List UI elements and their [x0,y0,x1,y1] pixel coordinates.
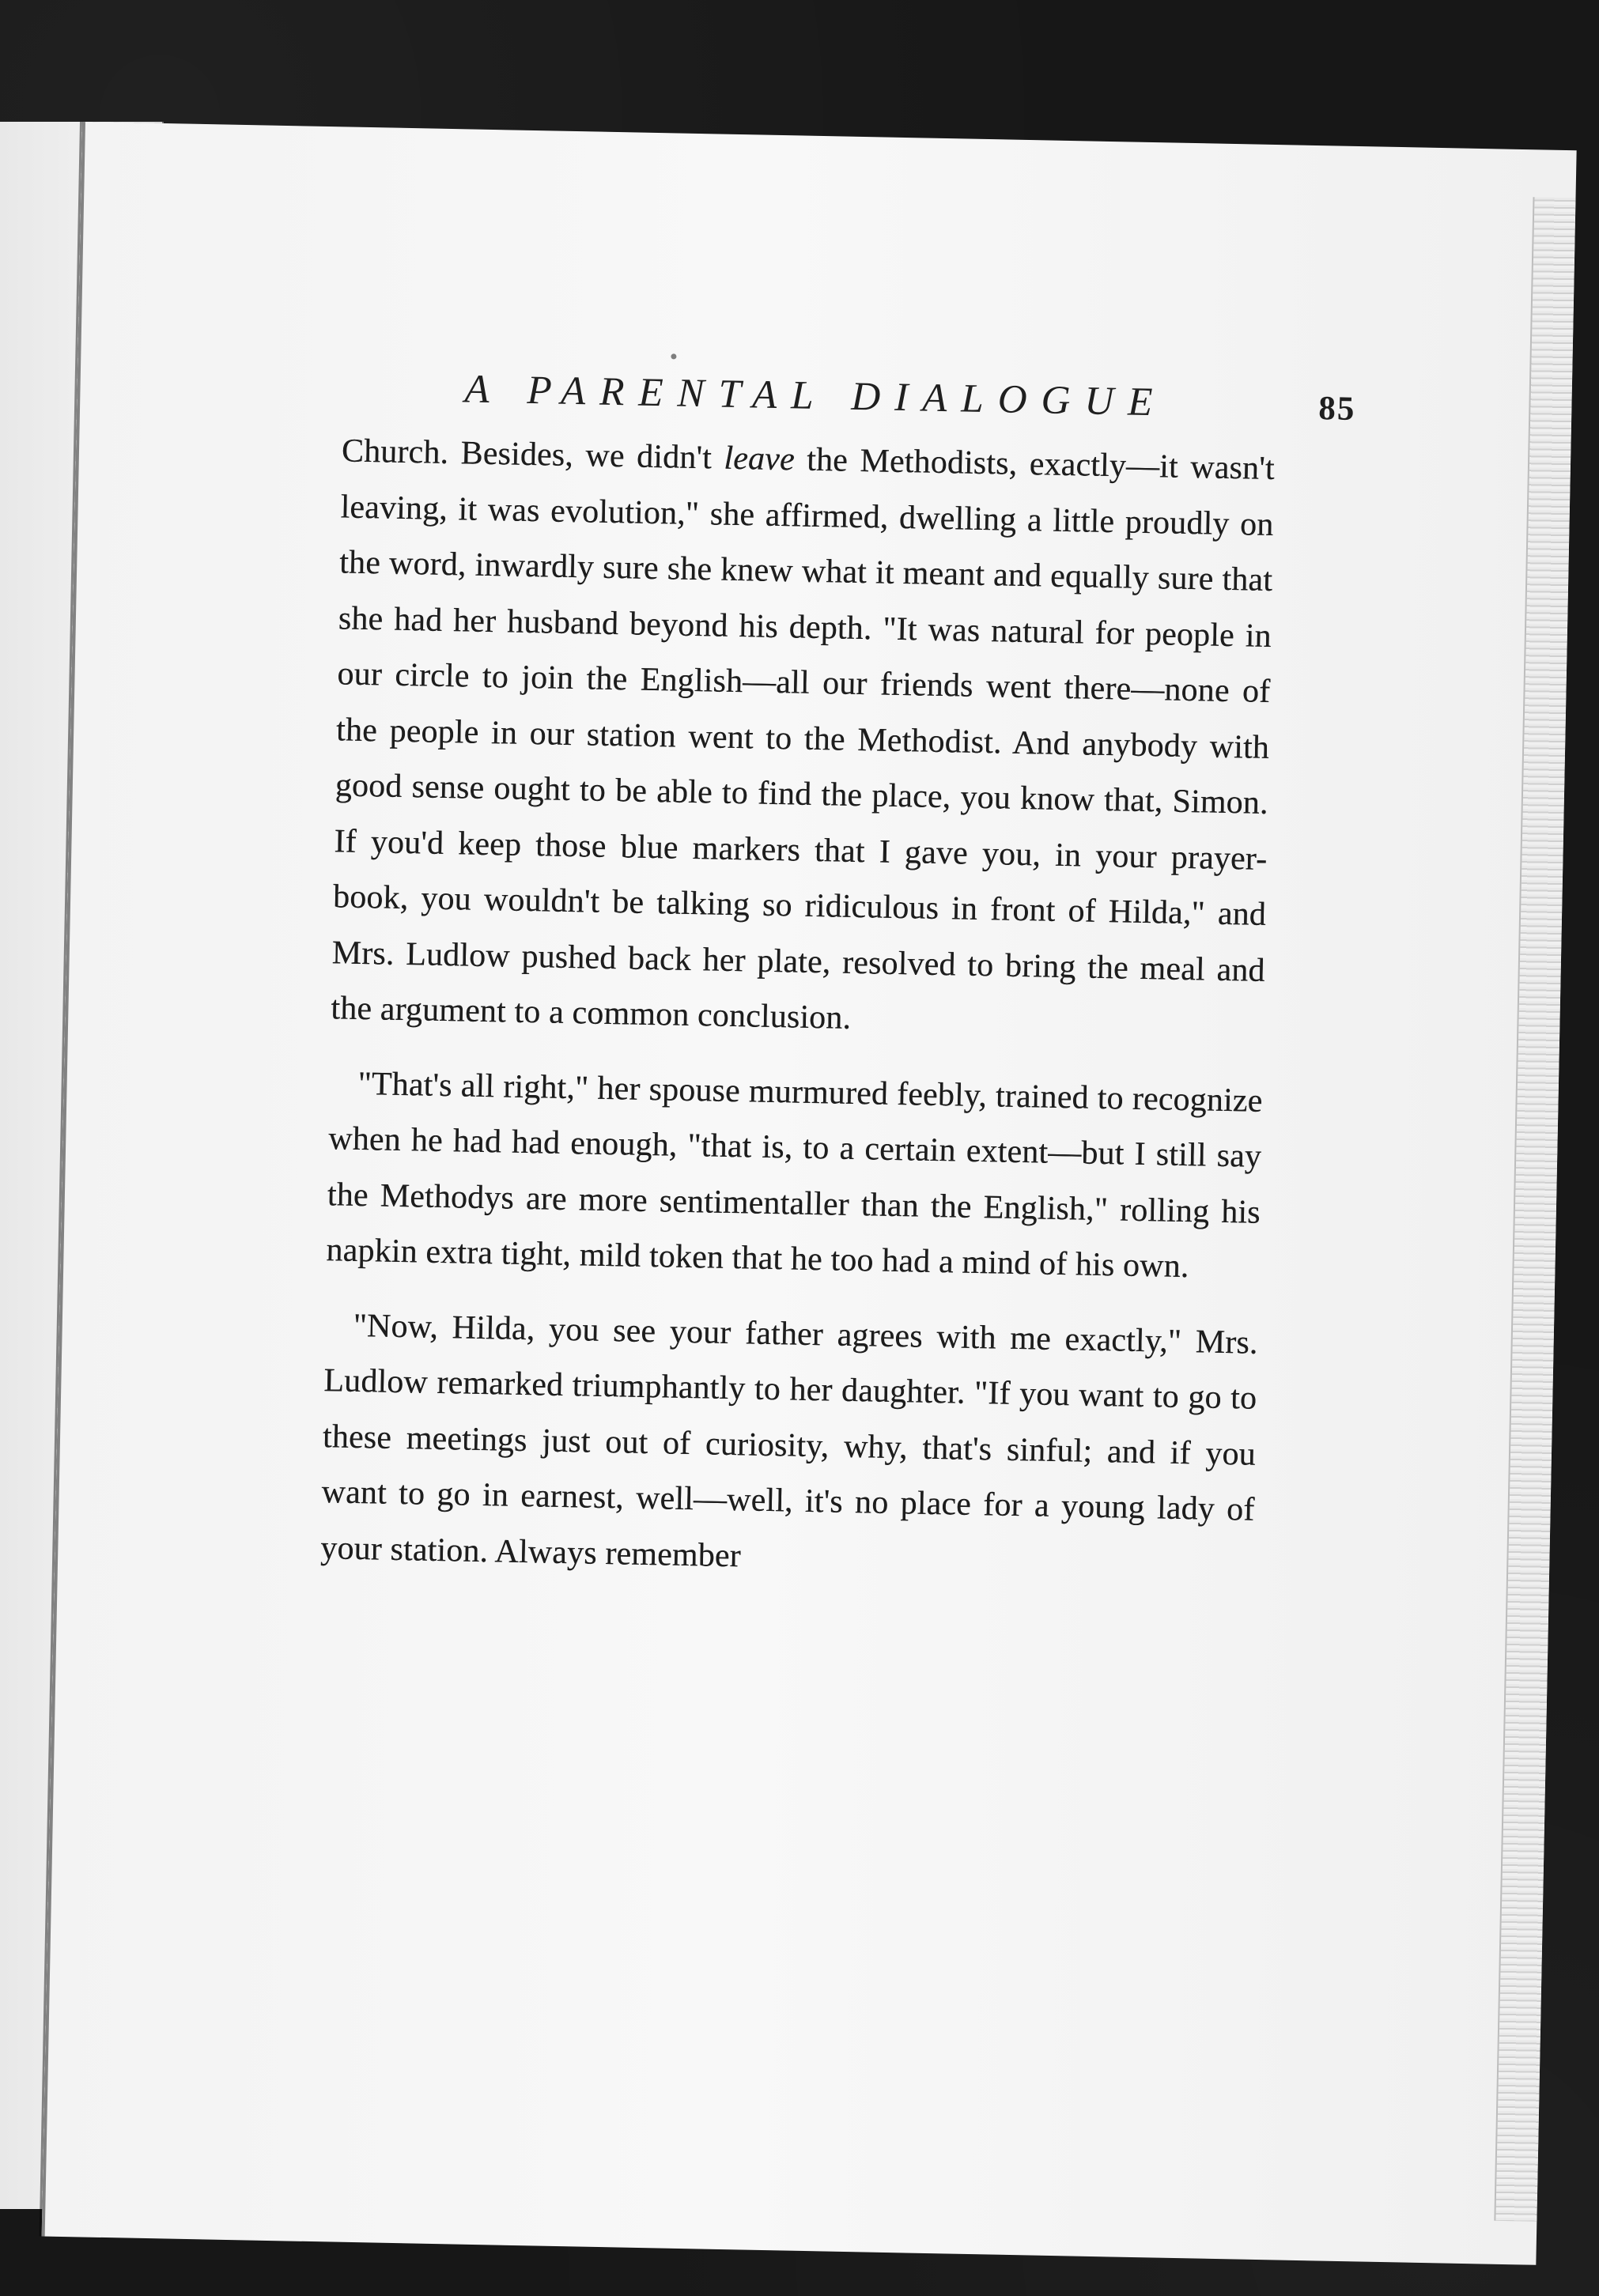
book-page [42,122,1577,2265]
running-title: A PARENTAL DIALOGUE [464,367,1167,425]
paragraph-1-text-start: Church. Besides, we didn't [341,432,724,477]
paragraph-1-text-end: the Methodists, exactly—it wasn't leaving, it was evolution," she affirmed, dwelling a little proudly on the word, inwardly sure she knew what it meant and equally sure that she had her husband beyond his depth. "It was natural for people in our circle to join the English—all our friends went there—none of the people in our station went to the Methodist. And anybody with good sense ought to be able to find the place, you know that, Simon. If you'd keep those blue markers that I gave you, in your prayer-book, you wouldn't be talking so ridiculous in front of Hilda," and Mrs. Ludlow pushed back her plate, resolved to bring the meal and the argument to a common conclusion. [331,441,1276,1037]
paragraph-3: "Now, Hilda, you see your father agrees with me exactly," Mrs. Ludlow remarked triumphantly to her daughter. "If you want to go to these meetings just out of curiosity, why, that's sinful; and if you want to go in earnest, well—well, it's no place for a young lady of your station. Always remember [319,1307,1259,1574]
ink-speck [671,353,676,359]
paragraph-1 [331,423,1276,1054]
emphasized-word: leave [724,440,796,478]
page-number: 85 [1317,390,1356,428]
main-text [319,423,1275,1612]
paragraph-2: "That's all right," her spouse murmured feebly, trained to recognize when he had had enough, "that is, to a certain extent—but I still say the Methodys are more sentimentaller than the English," rolling his napkin extra tight, mild token that he too had a mind of his own. [326,1065,1263,1286]
